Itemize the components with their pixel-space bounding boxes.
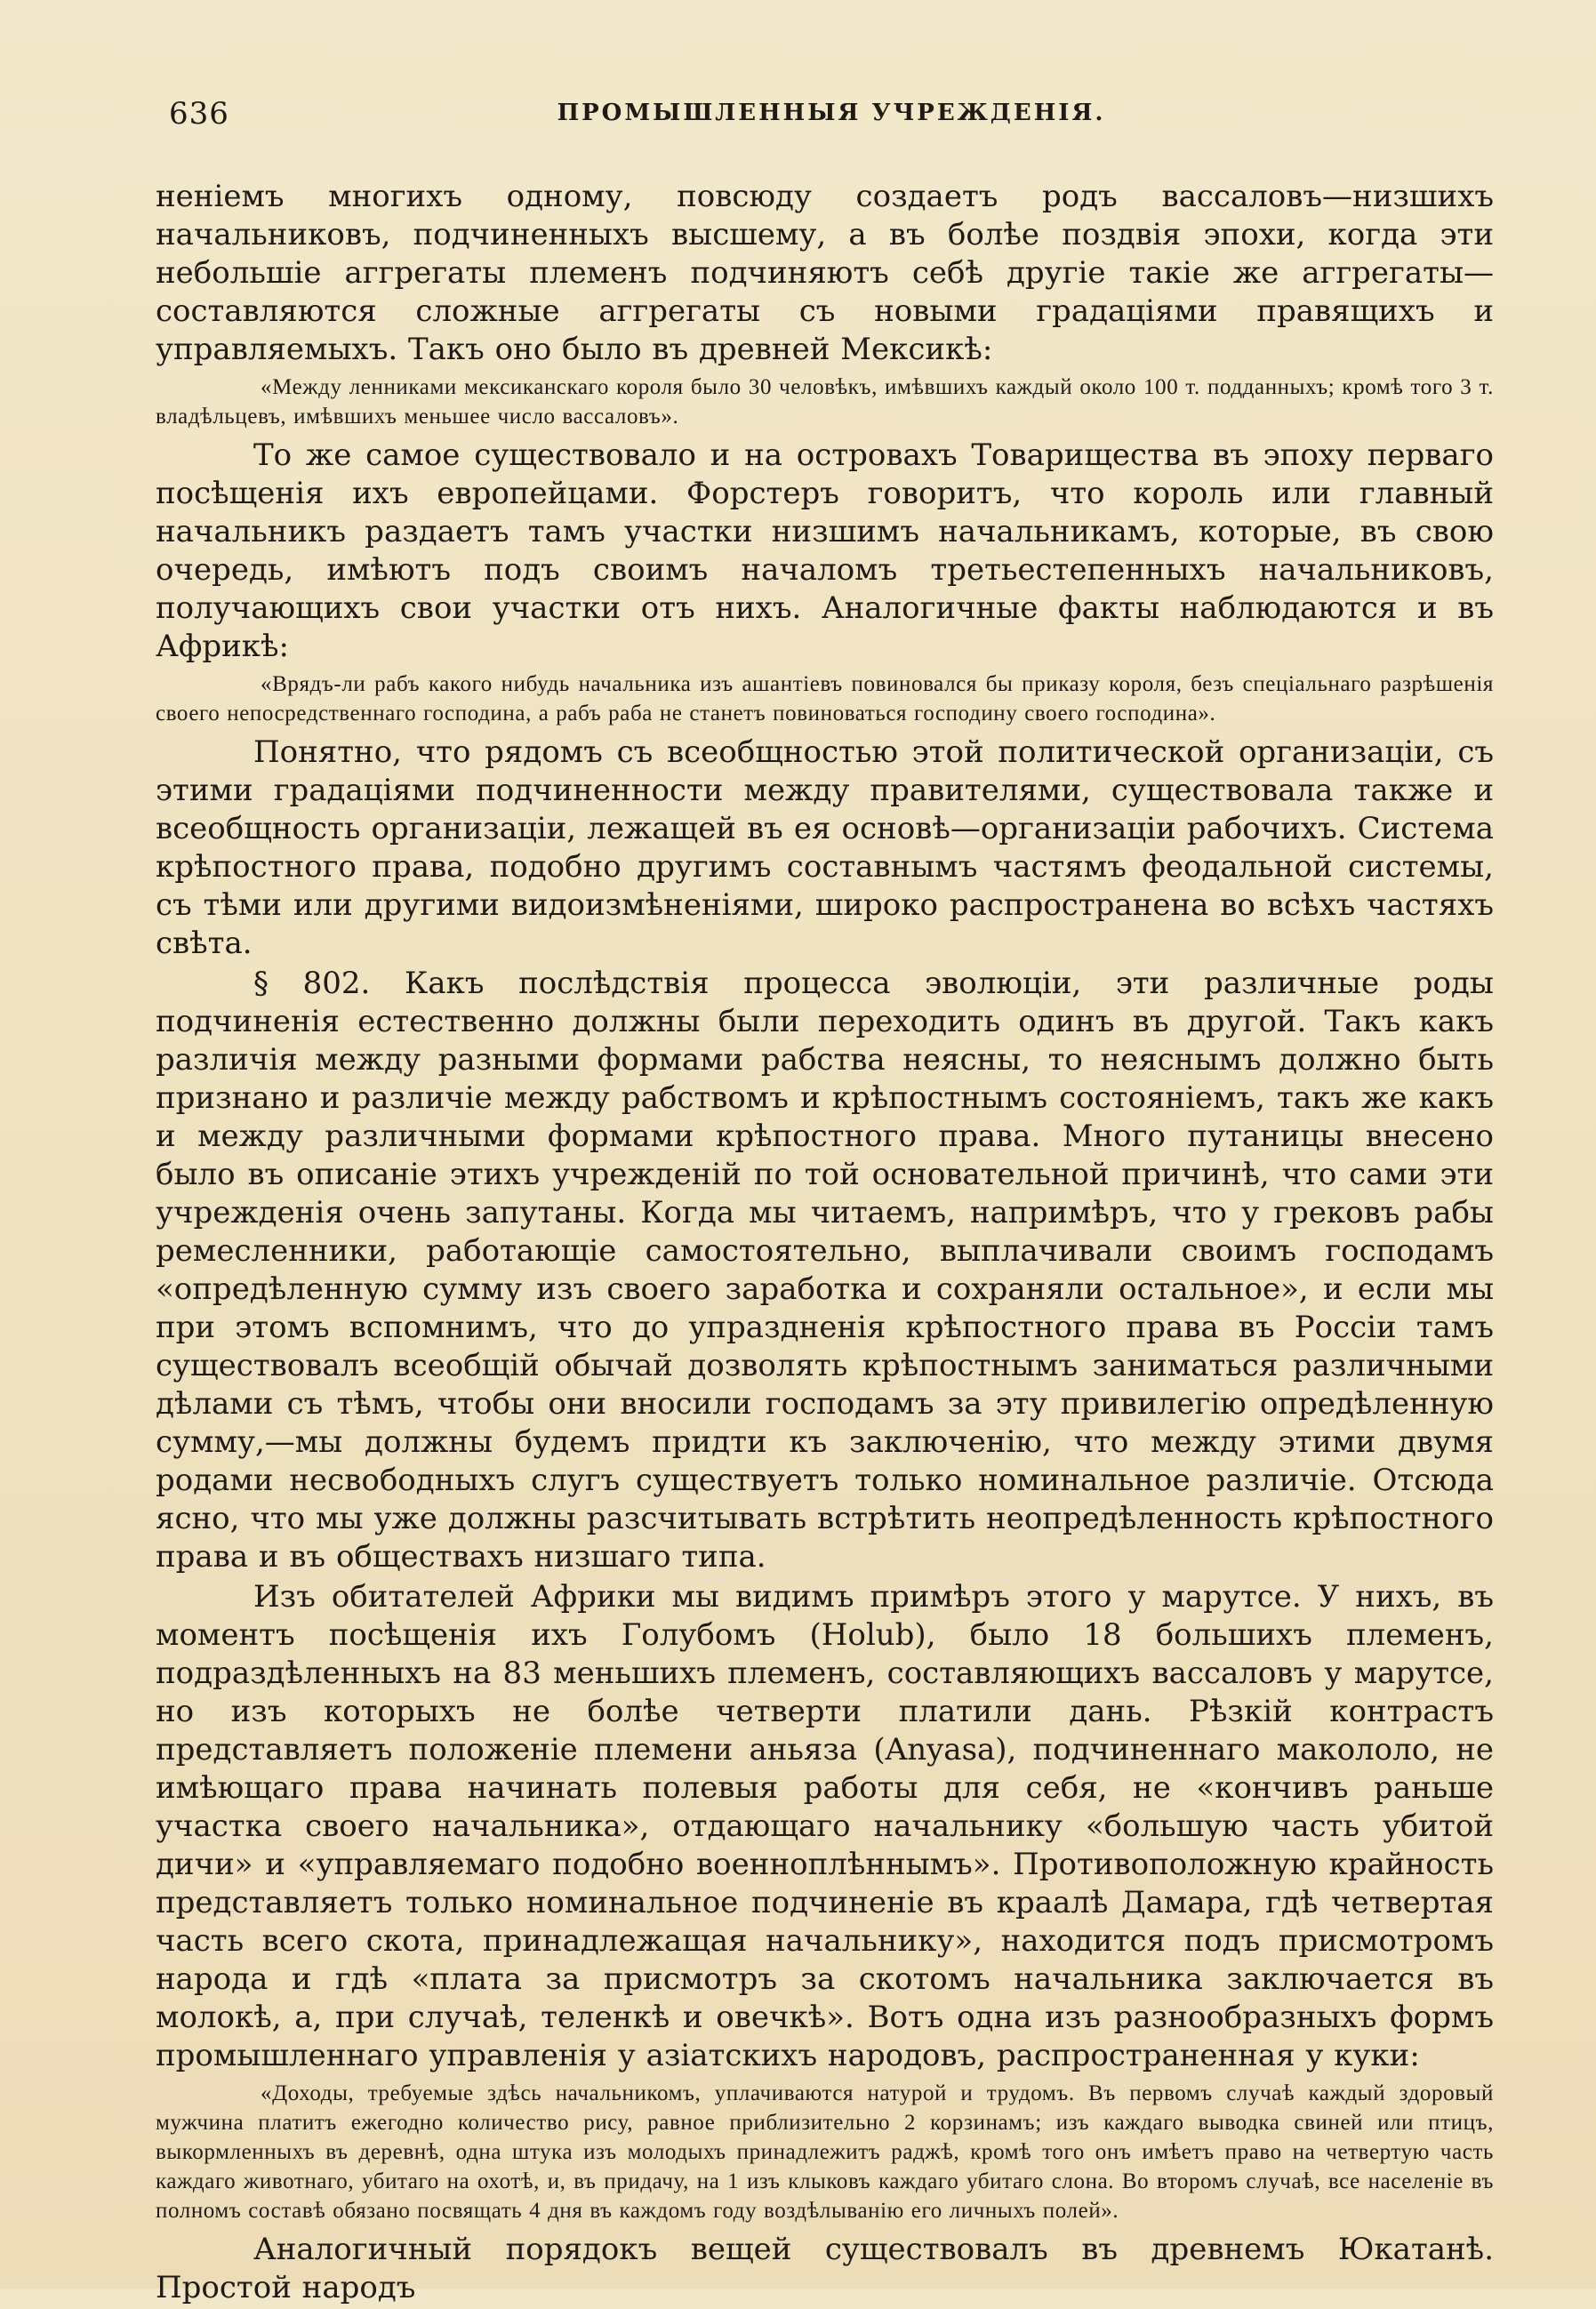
paragraph-serfdom-universality: Понятно, что рядомъ съ всеобщностью этой политической организаціи, съ этими градаціями подчиненности между правителями, существовала также и всеобщность организаціи, лежащей въ ея основѣ—организаціи рабочихъ. Система крѣпостного права, подобно другимъ составнымъ частямъ феодальной системы, съ тѣми или другими видоизмѣненіями, широко распространена во всѣхъ частяхъ свѣта. [156,734,1494,961]
quote-mexico: «Между ленниками мексиканскаго короля было 30 человѣкъ, имѣвшихъ каждый около 100 т. подданныхъ; кромѣ того 3 т. владѣльцевъ, имѣвшихъ меньшее число вассаловъ». [156,375,1494,429]
paragraph-yucatan: Аналогичный порядокъ вещей существовалъ въ древнемъ Юкатанѣ. Простой народъ [156,2232,1494,2305]
section-802-paragraph: § 802. Какъ послѣдствія процесса эволюціи, эти различные роды подчиненія естественно должны были переходить одинъ въ другой. Такъ какъ различія между разными формами рабства неясны, то неяснымъ должно быть признано и различіе между рабствомъ и крѣпостнымъ состояніемъ, такъ же какъ и между различными формами крѣпостного права. Много путаницы внесено было въ описаніе этихъ учрежденій по той основательной причинѣ, что сами эти учрежденія очень запутаны. Когда мы читаемъ, напримѣръ, что у грековъ рабы ремесленники, работающіе самостоятельно, выплачивали своимъ господамъ «опредѣленную сумму изъ своего заработка и сохраняли остальное», и если мы при этомъ вспомнимъ, что до упраздненія крѣпостного права въ Россіи тамъ существовалъ всеобщій обычай дозволять крѣпостнымъ заниматься различными дѣлами съ тѣмъ, чтобы они вносили господамъ за эту привилегію опредѣленную сумму,—мы должны будемъ придти къ заключенію, что между этими двумя родами несвободныхъ слугъ существуетъ только номинальное различіе. Отсюда ясно, что мы уже должны разсчитывать встрѣтить неопредѣленность крѣпостного права и въ обществахъ низшаго типа. [156,966,1494,1575]
paragraph-continuation: неніемъ многихъ одному, повсюду создаетъ родъ вассаловъ—низшихъ начальниковъ, подчиненныхъ высшему, а въ болѣе поздвія эпохи, когда эти небольшіе аггрегаты племенъ подчиняютъ себѣ другіе такіе же аггрегаты—составляются сложные аггрегаты съ новыми градаціями правящихъ и управляемыхъ. Такъ оно было въ древней Мексикѣ: [156,179,1494,367]
running-title: ПРОМЫШЛЕННЫЯ УЧРЕЖДЕНІЯ. [557,100,1106,126]
paragraph-society-islands: То же самое существовало и на островахъ Товарищества въ эпоху перваго посѣщенія ихъ европейцами. Форстеръ говоритъ, что король или главный начальникъ раздаетъ тамъ участки низшимъ начальникамъ, которые, въ свою очередь, имѣютъ подъ своимъ началомъ третьестепенныхъ начальниковъ, получающихъ свои участки отъ нихъ. Аналогичные факты наблюдаются и въ Африкѣ: [156,437,1494,664]
page-body [156,178,1494,2309]
paragraph-africa-examples: Изъ обитателей Африки мы видимъ примѣръ этого у марутсе. У нихъ, въ моментъ посѣщенія ихъ Голубомъ (Holub), было 18 большихъ племенъ, подраздѣленныхъ на 83 меньшихъ племенъ, составляющихъ вассаловъ у марутсе, но изъ которыхъ не болѣе четверти платили дань. Рѣзкій контрастъ представляетъ положеніе племени аньяза (Anyasa), подчиненнаго макололо, не имѣющаго права начинать полевыя работы для себя, не «кончивъ раньше участка своего начальника», отдающаго начальнику «большую часть убитой дичи» и «управляемаго подобно военноплѣннымъ». Противоположную крайность представляетъ только номинальное подчиненіе въ краалѣ Дамара, гдѣ четвертая часть всего скота, принадлежащая начальнику», находится подъ присмотромъ народа и гдѣ «плата за присмотръ за скотомъ начальника заключается въ молокѣ, а, при случаѣ, теленкѣ и овечкѣ». Вотъ одна изъ разнообразныхъ формъ промышленнаго управленія у азіатскихъ народовъ, распространенная у куки: [156,1579,1494,2073]
page-header [169,96,1494,132]
quote-kuki: «Доходы, требуемые здѣсь начальникомъ, уплачиваются натурой и трудомъ. Въ первомъ случаѣ каждый здоровый мужчина платитъ ежегодно количество рису, равное приблизительно 2 корзинамъ; изъ каждаго выводка свиней или птицъ, выкормленныхъ въ деревнѣ, одна штука изъ молодыхъ принадлежитъ раджѣ, кромѣ того онъ имѣетъ право на четвертую часть каждаго животнаго, убитаго на охотѣ, и, въ придачу, на 1 изъ клыковъ каждаго убитаго слона. Во второмъ случаѣ, все населеніе въ полномъ составѣ обязано посвящать 4 дня въ каждомъ году воздѣлыванію его личныхъ полей». [156,2081,1494,2223]
quote-ashanti: «Врядъ-ли рабъ какого нибудь начальника изъ ашантіевъ повиновался бы приказу короля, безъ спеціальнаго разрѣшенія своего непосредственнаго господина, а рабъ раба не станетъ повиноваться господину своего господина». [156,672,1494,726]
page-number: 636 [169,96,229,132]
